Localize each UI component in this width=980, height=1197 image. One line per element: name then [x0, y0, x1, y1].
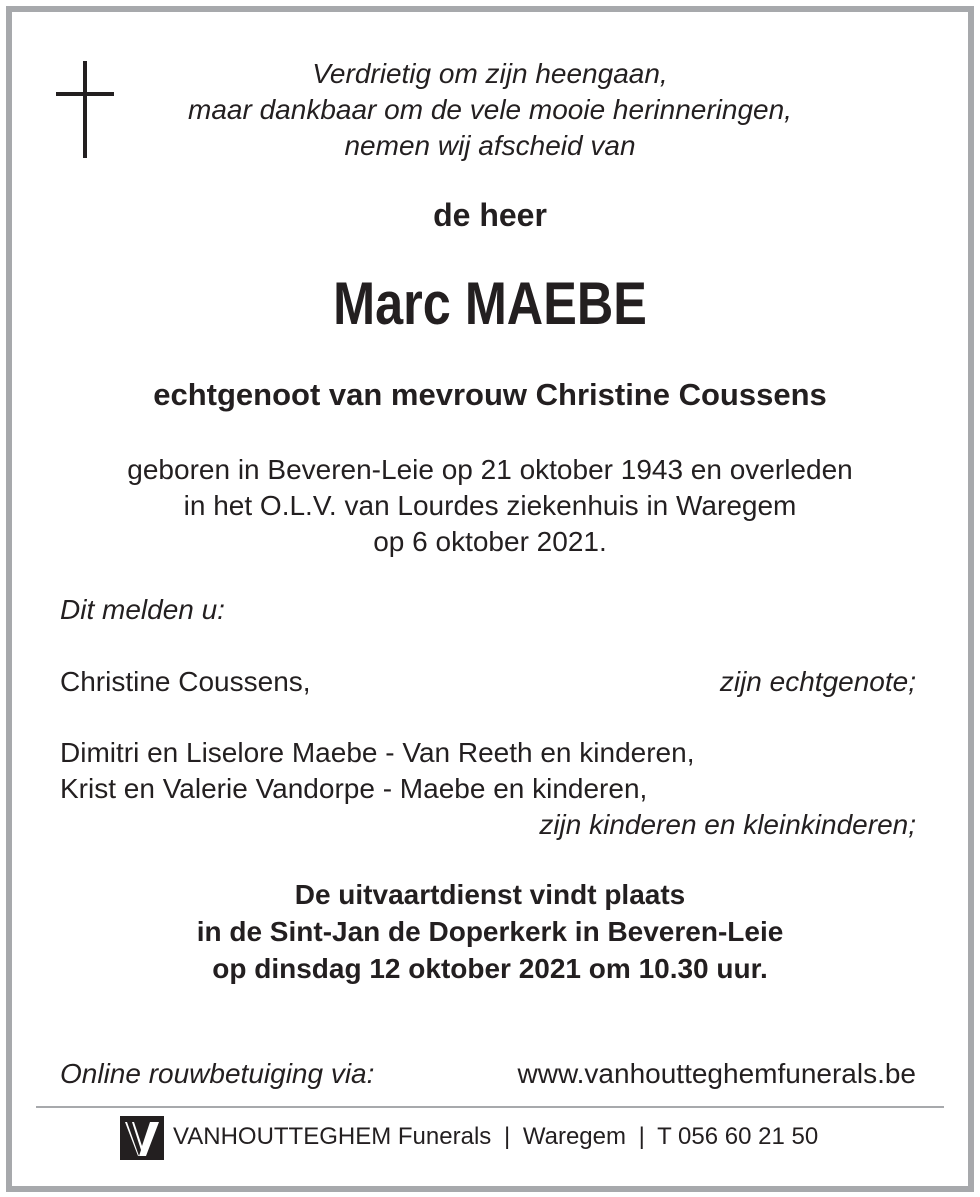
relative-child: Krist en Valerie Vandorpe - Maebe en kinderen, [60, 773, 648, 804]
announced-by: Dit melden u: [60, 594, 225, 625]
footer-separator: | [638, 1123, 645, 1150]
born-line: in het O.L.V. van Lourdes ziekenhuis in Waregem [183, 490, 797, 521]
footer-phone: T 056 60 21 50 [657, 1123, 819, 1150]
footer-separator: | [503, 1123, 511, 1150]
company-logo-icon [120, 1116, 164, 1160]
spouse-line: echtgenoot van mevrouw Christine Coussens [153, 377, 827, 412]
intro-line: maar dankbaar om de vele mooie herinneringen, [188, 94, 792, 125]
honorific-title: de heer [433, 197, 547, 233]
born-line: op 6 oktober 2021. [373, 526, 607, 557]
intro-line: Verdrietig om zijn heengaan, [312, 58, 668, 89]
deceased-name: Marc MAEBE [333, 270, 647, 337]
funeral-service-info [0, 876, 980, 987]
footer-company: VANHOUTTEGHEM Funerals [173, 1123, 492, 1150]
relative-child: Dimitri en Liselore Maebe - Van Reeth en kinderen, [60, 737, 695, 768]
online-condolence-link[interactable]: www.vanhoutteghemfunerals.be [517, 1058, 916, 1089]
birth-death-text [0, 452, 980, 560]
footer-divider [36, 1106, 944, 1108]
relative-spouse-relation: zijn echtgenote; [719, 666, 916, 697]
footer [0, 1114, 980, 1162]
service-line: op dinsdag 12 oktober 2021 om 10.30 uur. [212, 953, 768, 984]
intro-text [0, 56, 980, 164]
footer-contact [173, 1120, 818, 1154]
online-condolence-label: Online rouwbetuiging via: [60, 1058, 375, 1089]
relative-spouse-name: Christine Coussens, [60, 666, 311, 697]
born-line: geboren in Beveren-Leie op 21 oktober 1943 en overleden [127, 454, 853, 485]
service-line: in de Sint-Jan de Doperkerk in Beveren-Leie [196, 916, 784, 947]
service-line: De uitvaartdienst vindt plaats [294, 879, 686, 910]
footer-city: Waregem [522, 1123, 626, 1150]
intro-line: nemen wij afscheid van [344, 130, 636, 161]
relative-children-relation: zijn kinderen en kleinkinderen; [539, 809, 916, 840]
